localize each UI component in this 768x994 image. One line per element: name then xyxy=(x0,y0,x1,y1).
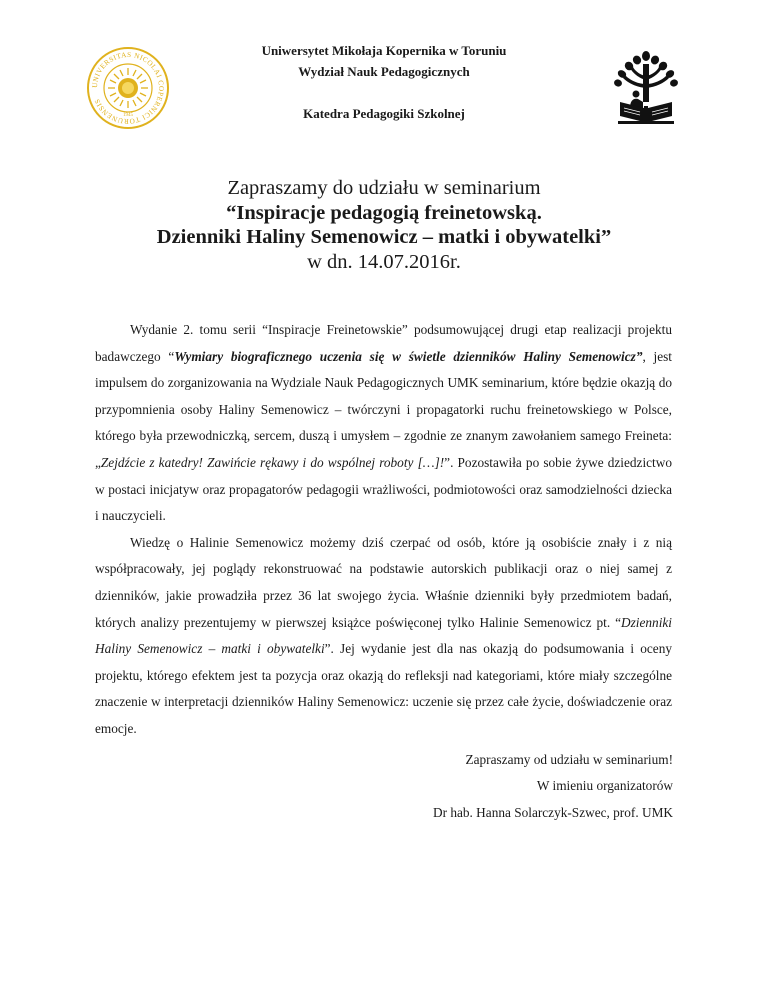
invitation-line: Zapraszamy do udziału w seminarium xyxy=(227,177,541,199)
document-header xyxy=(0,40,768,124)
on-behalf-line: W imieniu organizatorów xyxy=(536,778,673,794)
freinet-quote: Zejdźcie z katedry! Zawińcie rękawy i do wspólnej roboty […]! xyxy=(100,454,445,470)
paragraph-2-text-b: ”. Jej wydanie jest dla nas okazją do podsumowania i oceny projektu, którego efektem jest ta pozycja oraz okazją do refleksji nad kategoriami, które miały szczególne znaczenie w interpretacji dzienników Haliny Semenowicz: uczenie się przez całe życie, doświadczenie oraz emocje. xyxy=(95,641,672,736)
seminar-date: w dn. 14.07.2016r. xyxy=(307,250,461,273)
seal-year: 1945 xyxy=(123,113,133,118)
body-text xyxy=(95,317,672,743)
paragraph-1-text-a: Wydanie 2. tomu serii “Inspiracje Freinetowskie” podsumowującej drugi etap realizacji projektu badawczego “ xyxy=(95,322,672,364)
seminar-title-line-2: Dzienniki Haliny Semenowicz – matki i obywatelki” xyxy=(156,226,612,248)
faculty-name: Wydział Nauk Pedagogicznych xyxy=(298,64,470,79)
university-name: Uniwersytet Mikołaja Kopernika w Toruniu xyxy=(261,43,507,58)
closing-invitation: Zapraszamy od udziału w seminarium! xyxy=(465,752,673,767)
paragraph-2 xyxy=(95,530,672,743)
seminar-title-line-1: “Inspiracje pedagogią freinetowską. xyxy=(226,201,542,224)
seal-arc-text: UNIVERSITAS NICOLAI COPERNICI TORUNENSIS xyxy=(90,50,166,126)
paragraph-1-text-b: , jest impulsem do zorganizowania na Wydziale Nauk Pedagogicznych UMK seminarium, które będzie okazją do przypomnienia osoby Haliny Semenowicz – twórczyni i propagatorki ruchu freinetowskiego w Polsce, którego była przewodniczką, sercem, duszą i umysłem – zgodnie ze znanym zawołaniem samego Freineta: „ xyxy=(95,348,673,470)
paragraph-2-text-a: Wiedzę o Halinie Semenowicz możemy dziś czerpać od osób, które ją osobiście znały i z nią współpracowały, jej poglądy rekonstruować na podstawie autorskich publikacji oraz o niej samej z dzienników, jakie prowadziła przez 36 lat swojego życia. Właśnie dzienniki były przedmiotem badań, których analizy prezentujemy w pierwszej książce poświęconej tylko Halinie Semenowicz pt. “ xyxy=(95,534,672,630)
book-title: Dzienniki Haliny Semenowicz – matki i obywatelki xyxy=(95,614,672,657)
paragraph-1-text-c: ”. Pozostawiła po sobie żywe dziedzictwo w postaci inicjatyw oraz propagatorów pedagogii wrażliwości, podmiotowości oraz samodzielności dziecka i nauczycieli. xyxy=(95,454,672,524)
closing-signature xyxy=(433,747,673,826)
seminar-title-block xyxy=(0,176,768,274)
signatory-name: Dr hab. Hanna Solarczyk-Szwec, prof. UMK xyxy=(432,804,673,820)
project-title: Wymiary biograficznego uczenia się w świetle dzienników Haliny Semenowicz” xyxy=(174,348,643,364)
department-name: Katedra Pedagogiki Szkolnej xyxy=(303,106,465,121)
paragraph-1 xyxy=(95,317,672,530)
